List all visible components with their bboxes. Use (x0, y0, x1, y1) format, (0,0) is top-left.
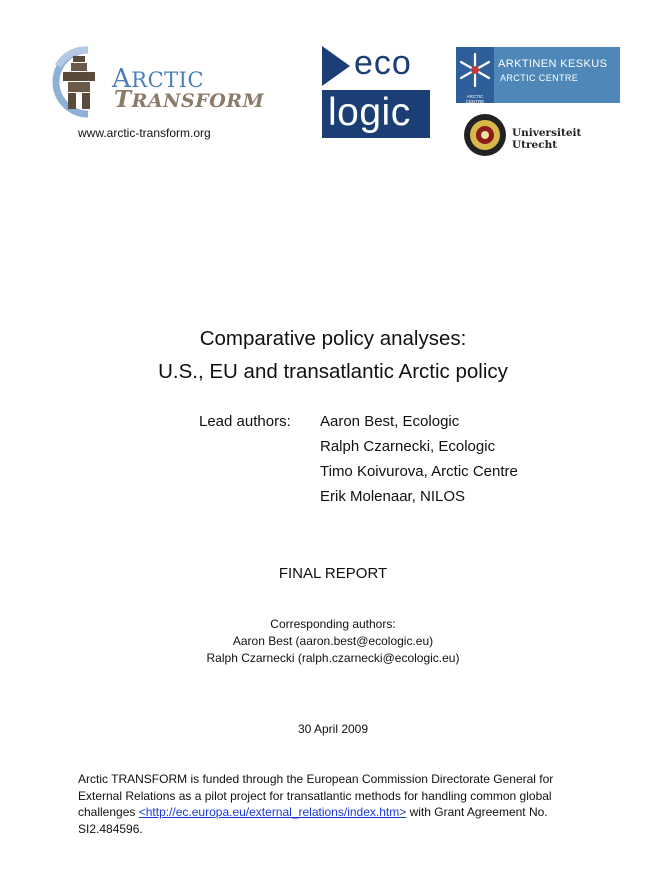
funding-link[interactable]: <http://ec.europa.eu/external_relations/index.htm> (138, 805, 407, 819)
funding-text: Arctic TRANSFORM is funded through the European Commission Directorate General for External Relations as a pilot project for transatlantic methods for handling common global challenges (78, 772, 554, 819)
sun-seal-icon (462, 112, 508, 158)
report-date: 30 April 2009 (297, 722, 369, 736)
corresponding-authors (0, 616, 666, 667)
utrecht-name: Universiteit Utrecht (512, 127, 582, 151)
report-type: FINAL REPORT (278, 565, 388, 582)
ecologic-logo (322, 46, 430, 138)
corresponding-author: Aaron Best (aaron.best@ecologic.eu) (232, 634, 434, 648)
lead-author: Aaron Best, Ecologic (320, 413, 460, 430)
utrecht-logo (462, 112, 622, 158)
title-line-1: Comparative policy analyses: (199, 327, 467, 350)
arctic-centre-logo (456, 47, 620, 103)
arctic-transform-logo (48, 44, 265, 120)
ecologic-eco-text: eco (354, 44, 412, 82)
ecologic-logic-text: logic (328, 91, 411, 134)
arctic-centre-emblem (456, 47, 494, 103)
triangle-icon (322, 46, 350, 86)
lead-author: Timo Koivurova, Arctic Centre (320, 463, 518, 480)
lead-author: Erik Molenaar, NILOS (320, 488, 466, 505)
arktinen-keskus-text: ARKTINEN KESKUS (498, 58, 608, 70)
title-line-2: U.S., EU and transatlantic Arctic policy (158, 360, 508, 383)
transform-wordmark: TRANSFORM (114, 86, 265, 113)
arctic-wordmark: ARCTIC (112, 64, 205, 94)
inukshuk-icon (48, 44, 112, 120)
arctic-centre-text: ARCTIC CENTRE (500, 73, 579, 83)
funding-statement (78, 771, 598, 837)
snowflake-icon (456, 47, 494, 93)
corresponding-author: Ralph Czarnecki (ralph.czarnecki@ecologic.eu) (206, 651, 460, 665)
website-url: www.arctic-transform.org (78, 126, 211, 140)
arctic-centre-emblem-caption: ARCTIC CENTRE (465, 94, 485, 104)
lead-author: Ralph Czarnecki, Ecologic (320, 438, 496, 455)
lead-authors-label: Lead authors: (199, 413, 291, 430)
funding-text-end: with Grant Agreement No. SI2.484596. (78, 805, 548, 836)
document-title (0, 322, 666, 388)
corresponding-label: Corresponding authors: (270, 617, 396, 631)
